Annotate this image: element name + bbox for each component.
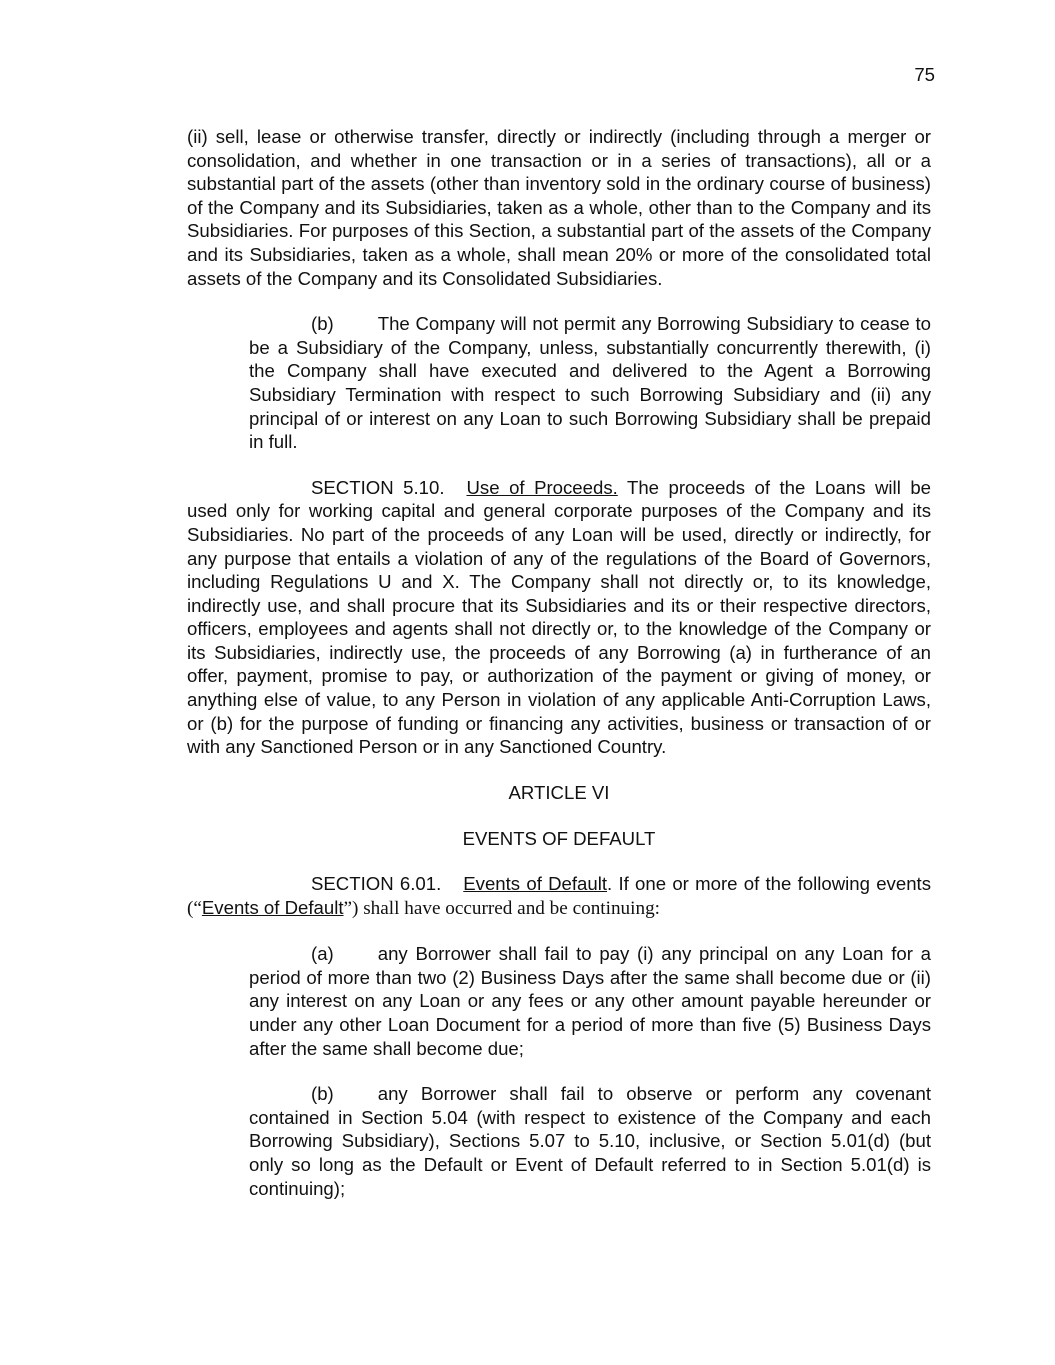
item-a-label: (a) <box>311 943 334 965</box>
section-5-10-text: The proceeds of the Loans will be used only for working capital and general corporate purposes of the Company and its Subsidiaries. No part of the proceeds of any Loan will be used, directly or indirectly, for any purpose that entails a violation of any of the regulations of the Board of Governors, including Regulations U and X. The Company shall not directly or, to its knowledge, indirectly use, and shall procure that its Subsidiaries and its or their respective directors, officers, employees and agents shall not directly or, to the knowledge of the Company or its Subsidiaries, indirectly use, the proceeds of any Borrowing (a) in furtherance of an offer, payment, promise to pay, or authorization of the payment or giving of money, or anything else of value, to any Person in violation of any applicable Anti-Corruption Laws, or (b) for the purpose of funding or financing any activities, business or transaction of or with any Sanctioned Person or in any Sanctioned Country. <box>187 476 932 758</box>
clause-label-b: (b) <box>311 313 334 335</box>
item-b-label: (b) <box>311 1083 334 1105</box>
article-heading: ARTICLE VI <box>508 781 610 803</box>
paragraph-borrowing-subsidiary <box>249 312 931 454</box>
paragraph-asset-transfer: (ii) sell, lease or otherwise transfer, directly or indirectly (including through a merger or consolidation, and whether in one transaction or in a series of transactions), all or a substantial part of the assets (other than inventory sold in the ordinary course of business) of the Company and its Subsidiaries, taken as a whole, other than to the Company and its Subsidiaries. For purposes of this Section, a substantial part of the assets of the Company and its Subsidiaries, taken as a whole, shall mean 20% or more of the consolidated total assets of the Company and its Consolidated Subsidiaries. <box>187 126 931 289</box>
section-6-01-label: SECTION 6.01. <box>311 873 442 895</box>
section-6-01-title: Events of Default <box>463 873 608 895</box>
section-6-01 <box>187 872 931 920</box>
section-6-01-defined-term: Events of Default <box>201 896 344 918</box>
clause-text-b: The Company will not permit any Borrowing Subsidiary to cease to be a Subsidiary of the Company, unless, substantially concurrently therewith, (i) the Company shall have executed and delivered to the Agent a Borrowing Subsidiary Termination with respect to such Borrowing Subsidiary and (ii) any principal of or interest on any Loan to such Borrowing Subsidiary shall be prepaid in full. <box>249 313 931 453</box>
section-6-01-close-text: ”) shall have occurred and be continuing: <box>343 897 660 919</box>
section-5-10-label: SECTION 5.10. <box>311 476 445 498</box>
item-a <box>249 942 931 1060</box>
section-6-01-open-quote: (“ <box>187 897 202 919</box>
document-body <box>187 125 931 1222</box>
page-number: 75 <box>914 64 935 85</box>
section-6-01-after-title: . If one or more of the following events <box>607 873 931 895</box>
item-b-text: any Borrower shall fail to observe or perform any covenant contained in Section 5.04 (with respect to existence of the Company and each Borrowing Subsidiary), Sections 5.07 to 5.10, inclusive, or Section 5.01(d) (but only so long as the Default or Event of Default referred to in Section 5.01(d) is continuing); <box>249 1083 931 1199</box>
section-5-10-title: Use of Proceeds. <box>466 476 618 498</box>
events-of-default-heading: EVENTS OF DEFAULT <box>462 828 656 850</box>
item-a-text: any Borrower shall fail to pay (i) any principal on any Loan for a period of more than two (2) Business Days after the same shall become due or (ii) any interest on any Loan or any fees or any other amount payable hereunder or under any other Loan Document for a period of more than five (5) Business Days after the same shall become due; <box>249 943 931 1059</box>
section-5-10 <box>187 476 931 759</box>
item-b <box>249 1082 931 1200</box>
